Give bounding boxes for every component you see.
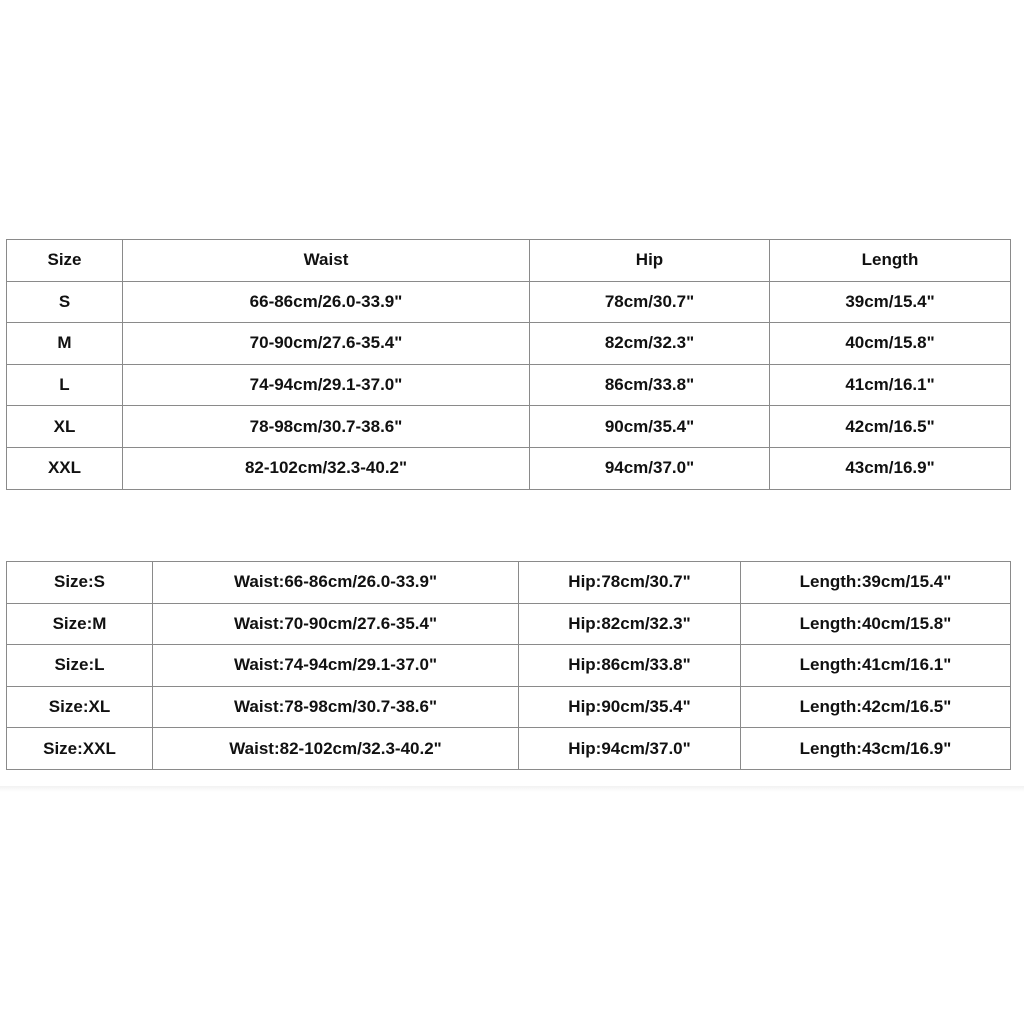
table-row — [7, 728, 1011, 770]
waist-cell: 82-102cm/32.3-40.2" — [123, 447, 530, 489]
hip-cell: Hip:82cm/32.3" — [519, 603, 741, 645]
hip-cell: Hip:94cm/37.0" — [519, 728, 741, 770]
size-cell: Size:S — [7, 562, 153, 604]
size-cell: Size:L — [7, 645, 153, 687]
hip-cell: Hip:86cm/33.8" — [519, 645, 741, 687]
table-row — [7, 447, 1011, 489]
size-cell: S — [7, 281, 123, 323]
table-row — [7, 364, 1011, 406]
hip-cell: Hip:90cm/35.4" — [519, 686, 741, 728]
table-row — [7, 645, 1011, 687]
size-chart-labeled-table — [6, 561, 1011, 770]
size-cell: XXL — [7, 447, 123, 489]
hip-cell: 86cm/33.8" — [530, 364, 770, 406]
length-cell: Length:41cm/16.1" — [741, 645, 1011, 687]
waist-cell: Waist:78-98cm/30.7-38.6" — [153, 686, 519, 728]
size-cell: Size:XL — [7, 686, 153, 728]
table-row — [7, 603, 1011, 645]
header-cell-size: Size — [7, 240, 123, 282]
length-cell: 42cm/16.5" — [770, 406, 1011, 448]
length-cell: Length:39cm/15.4" — [741, 562, 1011, 604]
header-cell-length: Length — [770, 240, 1011, 282]
waist-cell: 66-86cm/26.0-33.9" — [123, 281, 530, 323]
size-chart-table — [6, 239, 1011, 490]
divider — [0, 786, 1024, 792]
size-cell: XL — [7, 406, 123, 448]
table-row — [7, 281, 1011, 323]
table-row — [7, 562, 1011, 604]
waist-cell: 78-98cm/30.7-38.6" — [123, 406, 530, 448]
hip-cell: 78cm/30.7" — [530, 281, 770, 323]
waist-cell: Waist:70-90cm/27.6-35.4" — [153, 603, 519, 645]
header-cell-waist: Waist — [123, 240, 530, 282]
size-cell: L — [7, 364, 123, 406]
table-row — [7, 686, 1011, 728]
header-cell-hip: Hip — [530, 240, 770, 282]
length-cell: 41cm/16.1" — [770, 364, 1011, 406]
length-cell: 39cm/15.4" — [770, 281, 1011, 323]
waist-cell: Waist:82-102cm/32.3-40.2" — [153, 728, 519, 770]
size-cell: Size:M — [7, 603, 153, 645]
hip-cell: 94cm/37.0" — [530, 447, 770, 489]
length-cell: Length:40cm/15.8" — [741, 603, 1011, 645]
length-cell: 40cm/15.8" — [770, 323, 1011, 365]
hip-cell: 82cm/32.3" — [530, 323, 770, 365]
size-cell: M — [7, 323, 123, 365]
table-row — [7, 323, 1011, 365]
length-cell: Length:43cm/16.9" — [741, 728, 1011, 770]
hip-cell: Hip:78cm/30.7" — [519, 562, 741, 604]
waist-cell: 74-94cm/29.1-37.0" — [123, 364, 530, 406]
table-row — [7, 406, 1011, 448]
length-cell: Length:42cm/16.5" — [741, 686, 1011, 728]
table-header-row — [7, 240, 1011, 282]
size-cell: Size:XXL — [7, 728, 153, 770]
waist-cell: Waist:74-94cm/29.1-37.0" — [153, 645, 519, 687]
waist-cell: Waist:66-86cm/26.0-33.9" — [153, 562, 519, 604]
hip-cell: 90cm/35.4" — [530, 406, 770, 448]
length-cell: 43cm/16.9" — [770, 447, 1011, 489]
waist-cell: 70-90cm/27.6-35.4" — [123, 323, 530, 365]
